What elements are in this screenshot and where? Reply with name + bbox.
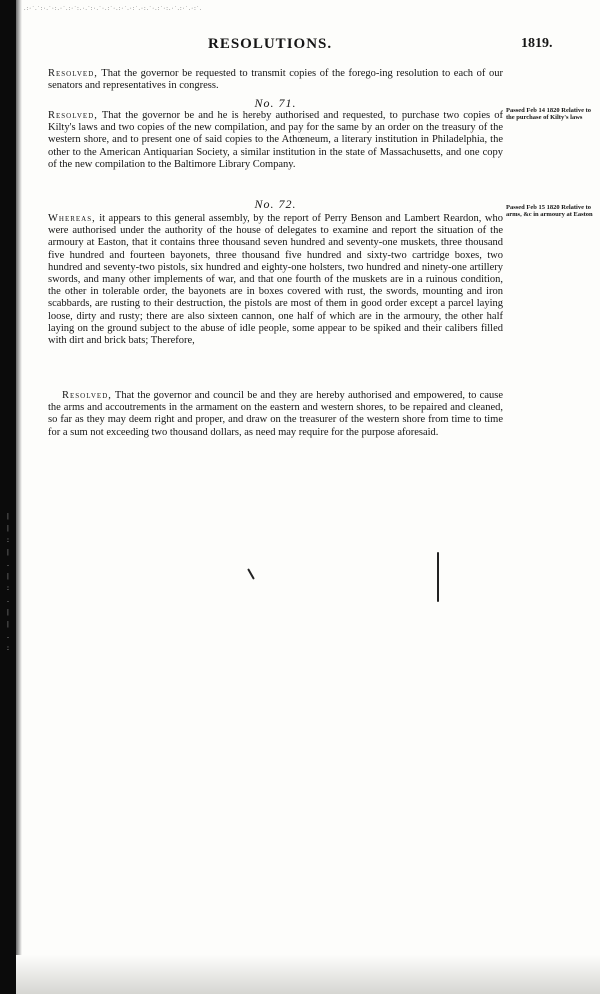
- resolution-paragraph: [48, 68, 503, 92]
- binding-margin-marks: | | : | . | : . | | . :: [7, 512, 9, 652]
- resolution-72-resolved: [48, 390, 503, 439]
- resolution-71-text: That the governor be and he is hereby authorised and requested, to purchase two copies of Kilty's laws and two copies of the new compilation, and pay for the same by an order on the treasury of the western shore, and to present one of said copies to the Athœneum, a literary institution in Philadelphia, the other to the American Antiquarian Society, a similar institution in the state of Massachusetts, and one copy of the new compilation to the Baltimore Library Company.: [48, 110, 503, 170]
- margin-note-71: Passed Feb 14 1820 Relative to the purchase of Kilty's laws: [506, 107, 592, 122]
- scan-ink-mark: [437, 552, 439, 602]
- resolution-71-paragraph: [48, 110, 503, 171]
- scan-binding-edge: [0, 0, 16, 994]
- page-year: 1819.: [521, 36, 553, 51]
- resolution-72-preamble: [48, 213, 503, 347]
- scan-bottom-shade: [16, 955, 600, 994]
- scan-gutter-shadow: [16, 0, 22, 994]
- whereas-lead: Whereas,: [48, 213, 96, 224]
- resolution-72-resolved-text: That the governor and council be and they are hereby authorised and empowered, to cause the arms and accoutrements in the armament on the eastern and western shores, to be repaired and cleaned, so far as they may deem right and proper, and draw on the treasurer of the western shore from time to time for a sum not exceeding two thousand dollars, as need may require for the purpose aforesaid.: [48, 390, 503, 438]
- scan-noise: .:·˙.˙:·.˙·:.·˙.:·˙:.·.˙:·.˙·.:˙·.:·˙.·:˙.·:.˙·.:˙·:.·˙.:·˙.·:˙.: [24, 6, 203, 12]
- resolution-number-71: No. 71.: [254, 96, 297, 110]
- page-title: RESOLUTIONS.: [208, 36, 333, 52]
- resolved-lead: Resolved,: [48, 68, 98, 79]
- scan-ink-mark: [247, 568, 255, 579]
- resolved-lead: Resolved,: [48, 110, 98, 121]
- resolution-text: That the governor be requested to transmit copies of the forego-ing resolution to each of our senators and representatives in congress.: [48, 68, 503, 92]
- resolution-72-preamble-text: it appears to this general assembly, by the report of Perry Benson and Lambert Reardon, who were authorised under the authority of the house of delegates to examine and report the situation of the armoury at Easton, that it contains three thousand seven hundred and seventy-one muskets, three thousand five hundred and fourteen bayonets, three thousand five hundred and sixty-two cartridge boxes, two hundred and seventy-two pistols, six hundred and eighty-one holsters, two hundred and ninety-one artillery swords, and many other implements of war, and that one fourth of the muskets are in a ruinous condition, the other in tolerable order, the bayonets are in boxes covered with rust, the swords, mounting and iron scabbards, are rusting to their destruction, the pistols are most of them in good order except a parcel laying loose, dirty and rusty; there are also sixteen cannon, one half of which are in the armoury, the other half laying on the ground subject to the abuse of idle people, some appear to be spiked and their calibers filled with dirt and brick bats; Therefore,: [48, 213, 503, 347]
- margin-note-72: Passed Feb 15 1820 Relative to arms, &c in armoury at Easton: [506, 204, 593, 219]
- resolution-number-72: No. 72.: [254, 197, 297, 211]
- resolved-lead: Resolved,: [62, 390, 112, 401]
